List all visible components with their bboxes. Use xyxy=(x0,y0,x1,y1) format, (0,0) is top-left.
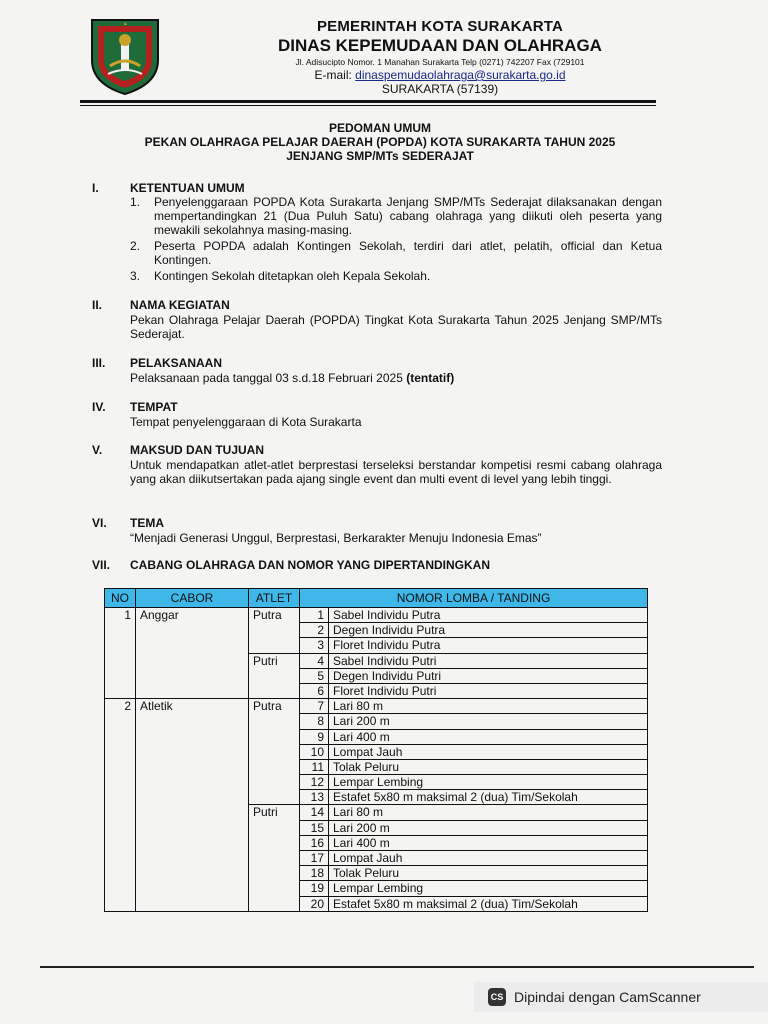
cell-num: 10 xyxy=(300,744,329,759)
cell-cabor xyxy=(136,683,249,698)
col-cabor: CABOR xyxy=(136,589,249,608)
cell-no xyxy=(105,896,136,911)
cell-num: 2 xyxy=(300,623,329,638)
cell-atlet: Putri xyxy=(249,653,300,668)
cell-num: 8 xyxy=(300,714,329,729)
section-heading: KETENTUAN UMUM xyxy=(130,181,245,195)
cell-lomba: Sabel Individu Putri xyxy=(329,653,648,668)
cell-atlet xyxy=(249,820,300,835)
cell-cabor xyxy=(136,623,249,638)
col-no: NO xyxy=(105,589,136,608)
cell-num: 17 xyxy=(300,851,329,866)
table-row xyxy=(105,653,648,668)
camscanner-watermark xyxy=(474,982,768,1012)
cell-atlet xyxy=(249,729,300,744)
cell-atlet xyxy=(249,623,300,638)
cell-atlet xyxy=(249,790,300,805)
cell-num: 14 xyxy=(300,805,329,820)
cell-atlet xyxy=(249,759,300,774)
list-item: 3. Kontingen Sekolah ditetapkan oleh Kepala Sekolah. xyxy=(130,269,431,283)
cell-no xyxy=(105,638,136,653)
table-row xyxy=(105,668,648,683)
section-heading: CABANG OLAHRAGA DAN NOMOR YANG DIPERTANDINGKAN xyxy=(130,558,491,572)
cell-atlet xyxy=(249,638,300,653)
cell-cabor xyxy=(136,790,249,805)
cell-no xyxy=(105,851,136,866)
cell-num: 12 xyxy=(300,775,329,790)
table-row xyxy=(105,881,648,896)
table-row xyxy=(105,714,648,729)
agency-name: DINAS KEPEMUDAAN DAN OLAHRAGA xyxy=(278,36,602,55)
cell-num: 15 xyxy=(300,820,329,835)
cell-cabor: Atletik xyxy=(136,699,249,714)
cell-atlet xyxy=(249,881,300,896)
cell-num: 1 xyxy=(300,608,329,623)
cell-atlet: Putri xyxy=(249,805,300,820)
table-row xyxy=(105,835,648,850)
cell-no xyxy=(105,683,136,698)
cell-cabor xyxy=(136,638,249,653)
cell-no: 1 xyxy=(105,608,136,623)
cell-num: 18 xyxy=(300,866,329,881)
cell-lomba: Sabel Individu Putra xyxy=(329,608,648,623)
cell-lomba: Floret Individu Putra xyxy=(329,638,648,653)
agency-address: Jl. Adisucipto Nomor. 1 Manahan Surakarta Telp (0271) 742207 Fax (729101 xyxy=(295,57,585,67)
document-title: PEDOMAN UMUM PEKAN OLAHRAGA PELAJAR DAERAH (POPDA) KOTA SURAKARTA TAHUN 2025 JENJANG SMP/MTs SEDERAJAT xyxy=(144,121,616,163)
cell-no xyxy=(105,775,136,790)
ketentuan-list xyxy=(130,195,662,283)
email-link[interactable]: dinaspemudaolahraga@surakarta.go.id xyxy=(355,68,566,82)
gov-name: PEMERINTAH KOTA SURAKARTA xyxy=(316,18,564,35)
table-row xyxy=(105,820,648,835)
cell-no xyxy=(105,866,136,881)
cell-atlet xyxy=(249,744,300,759)
cell-num: 3 xyxy=(300,638,329,653)
cell-atlet xyxy=(249,835,300,850)
cell-num: 4 xyxy=(300,653,329,668)
surakarta-crest-icon xyxy=(88,16,162,96)
cell-num: 13 xyxy=(300,790,329,805)
table-row xyxy=(105,608,648,623)
cell-cabor xyxy=(136,881,249,896)
cell-cabor xyxy=(136,851,249,866)
cell-lomba: Lari 80 m xyxy=(329,699,648,714)
cell-no xyxy=(105,714,136,729)
cell-cabor xyxy=(136,775,249,790)
table-row xyxy=(105,683,648,698)
cell-lomba: Lempar Lembing xyxy=(329,881,648,896)
list-item: 1. Penyelenggaraan POPDA Kota Surakarta Jenjang SMP/MTs Sederajat dilaksanakan dengan mempertandingkan 21 (Dua Puluh Satu) cabang olahraga yang diikuti oleh peserta yang mewakili sekolahnya masing-masing. xyxy=(130,195,662,237)
watermark-text: Dipindai dengan CamScanner xyxy=(514,989,701,1005)
cell-atlet xyxy=(249,851,300,866)
events-table-body xyxy=(105,608,648,912)
cell-cabor xyxy=(136,759,249,774)
camscanner-icon: CS xyxy=(488,988,506,1006)
cell-no xyxy=(105,668,136,683)
cell-num: 5 xyxy=(300,668,329,683)
cell-cabor xyxy=(136,744,249,759)
cell-cabor xyxy=(136,729,249,744)
cell-no: 2 xyxy=(105,699,136,714)
table-row xyxy=(105,699,648,714)
cell-no xyxy=(105,729,136,744)
table-row xyxy=(105,623,648,638)
cell-atlet xyxy=(249,668,300,683)
col-nomor-lomba: NOMOR LOMBA / TANDING xyxy=(300,589,648,608)
list-item: 2. Peserta POPDA adalah Kontingen Sekolah, terdiri dari atlet, pelatih, official dan Ketua Kontingen. xyxy=(130,239,662,267)
cell-cabor xyxy=(136,835,249,850)
cell-no xyxy=(105,805,136,820)
table-row xyxy=(105,851,648,866)
cell-num: 20 xyxy=(300,896,329,911)
cell-cabor xyxy=(136,820,249,835)
section-heading: PELAKSANAAN xyxy=(130,356,223,370)
header-rule-thick xyxy=(80,100,656,103)
cell-lomba: Lari 400 m xyxy=(329,835,648,850)
section-heading: NAMA KEGIATAN xyxy=(130,298,230,312)
cell-lomba: Lompat Jauh xyxy=(329,851,648,866)
cell-lomba: Lempar Lembing xyxy=(329,775,648,790)
cell-num: 6 xyxy=(300,683,329,698)
section-heading: TEMA xyxy=(130,516,164,530)
cell-no xyxy=(105,759,136,774)
cell-atlet xyxy=(249,775,300,790)
cell-atlet xyxy=(249,714,300,729)
cell-lomba: Estafet 5x80 m maksimal 2 (dua) Tim/Sekolah xyxy=(329,790,648,805)
cell-cabor xyxy=(136,653,249,668)
cell-lomba: Lari 200 m xyxy=(329,820,648,835)
table-header-row xyxy=(105,589,648,608)
table-row xyxy=(105,790,648,805)
table-row xyxy=(105,866,648,881)
cell-num: 7 xyxy=(300,699,329,714)
cell-num: 19 xyxy=(300,881,329,896)
agency-city: SURAKARTA (57139) xyxy=(381,82,499,96)
cell-atlet: Putra xyxy=(249,608,300,623)
cell-num: 16 xyxy=(300,835,329,850)
cell-no xyxy=(105,653,136,668)
cell-atlet xyxy=(249,683,300,698)
table-row xyxy=(105,638,648,653)
cell-cabor xyxy=(136,896,249,911)
letterhead xyxy=(200,18,680,96)
bottom-rule xyxy=(40,966,754,968)
cell-num: 9 xyxy=(300,729,329,744)
cell-num: 11 xyxy=(300,759,329,774)
table-row xyxy=(105,759,648,774)
cell-no xyxy=(105,820,136,835)
cell-lomba: Lari 200 m xyxy=(329,714,648,729)
events-table xyxy=(104,588,648,912)
cell-lomba: Degen Individu Putra xyxy=(329,623,648,638)
table-row xyxy=(105,744,648,759)
cell-lomba: Tolak Peluru xyxy=(329,866,648,881)
cell-atlet xyxy=(249,866,300,881)
cell-no xyxy=(105,744,136,759)
cell-cabor xyxy=(136,866,249,881)
cell-cabor xyxy=(136,668,249,683)
header-rule-thin xyxy=(80,105,656,106)
cell-lomba: Lari 400 m xyxy=(329,729,648,744)
table-row xyxy=(105,896,648,911)
cell-no xyxy=(105,623,136,638)
cell-lomba: Estafet 5x80 m maksimal 2 (dua) Tim/Sekolah xyxy=(329,896,648,911)
cell-lomba: Degen Individu Putri xyxy=(329,668,648,683)
cell-no xyxy=(105,835,136,850)
document-page: PEMERINTAH KOTA SURAKARTA DINAS KEPEMUDAAN DAN OLAHRAGA Jl. Adisucipto Nomor. 1 Manahan Surakarta Telp (0271) 742207 Fax (729101 E-mail: dinaspemudaolahraga@surakarta.go.id SURAKARTA (57139) PEDOMAN UMUM PEKAN OLAHRAGA PELAJAR DAERAH (POPDA) KOTA SURAKARTA TAHUN 2025 JENJANG SMP/MTs SEDERAJAT I. KETENTUAN UMUM 1. Penyelenggaraan POPDA Kota Surakarta Jenjang SMP/MTs Sederajat dilaksanakan dengan mempertandingkan 21 (Dua Puluh Satu) cabang olahraga yang diikuti oleh peserta yang mewakili sekolahnya masing-masing. 2. Peserta POPDA adalah Kontingen Sekolah, terdiri dari atlet, pelatih, official dan Ketua Kontingen. 3. Kontingen Sekolah ditetapkan oleh Kepala Sekolah. II. NAMA KEGIATAN Pekan Olahraga Pelajar Daerah (POPDA) Tingkat Kota Surakarta Tahun 2025 Jenjang SMP/MTs Sederajat. III. PELAKSANAAN Pelaksanaan pada tanggal 03 s.d.18 Februari 2025 (tentatif) IV. TEMPAT Tempat penyelenggaraan di Kota Surakarta V. MAKSUD DAN TUJUAN Untuk mendapatkan atlet-atlet berprestasi terseleksi berstandar kompetisi resmi cabang olahraga yang akan diikutsertakan pada ajang single event dan multi event di level yang lebih tinggi. VI. TEMA “Menjadi Generasi Unggul, Berprestasi, Berkarakter Menuju Indonesia Emas” VII. CABANG OLAHRAGA DAN NOMOR YANG DIPERTANDINGKAN NO CABOR ATLET NOMOR LOMBA / TANDING 1 Anggar Putra 1 Sabel Individu Putra 2 Degen Individu Putra 3 Floret Individu Putra Putri 4 Sabel Individu Putri 5 Degen Individu Putri 6 Floret Individu Putri 2 Atletik Putra 7 Lari 80 m 8 Lari 200 m 9 Lari 400 m 10 Lompat Jauh 11 Tolak Peluru 12 Lempar Lembing 13 Estafet 5x80 m maksimal 2 (dua) Tim/Sekolah Putri 14 Lari 80 m 15 Lari 200 m 16 Lari 400 m 17 Lompat Jauh 18 Tolak Peluru 19 Lempar Lembing 20 Estafet 5x80 m maksimal 2 (dua) Tim/Sekolah CS Dipindai dengan CamScanner xyxy=(0,0,768,1024)
section-heading: TEMPAT xyxy=(130,400,178,414)
cell-lomba: Tolak Peluru xyxy=(329,759,648,774)
cell-cabor: Anggar xyxy=(136,608,249,623)
cell-no xyxy=(105,790,136,805)
cell-cabor xyxy=(136,714,249,729)
cell-lomba: Lompat Jauh xyxy=(329,744,648,759)
agency-email-line: E-mail: dinaspemudaolahraga@surakarta.go.id xyxy=(314,68,566,82)
cell-atlet: Putra xyxy=(249,699,300,714)
section-heading: MAKSUD DAN TUJUAN xyxy=(130,443,264,457)
cell-no xyxy=(105,881,136,896)
cell-lomba: Lari 80 m xyxy=(329,805,648,820)
cell-atlet xyxy=(249,896,300,911)
table-row xyxy=(105,775,648,790)
table-row xyxy=(105,805,648,820)
cell-lomba: Floret Individu Putri xyxy=(329,683,648,698)
cell-cabor xyxy=(136,805,249,820)
col-atlet: ATLET xyxy=(249,589,300,608)
table-row xyxy=(105,729,648,744)
